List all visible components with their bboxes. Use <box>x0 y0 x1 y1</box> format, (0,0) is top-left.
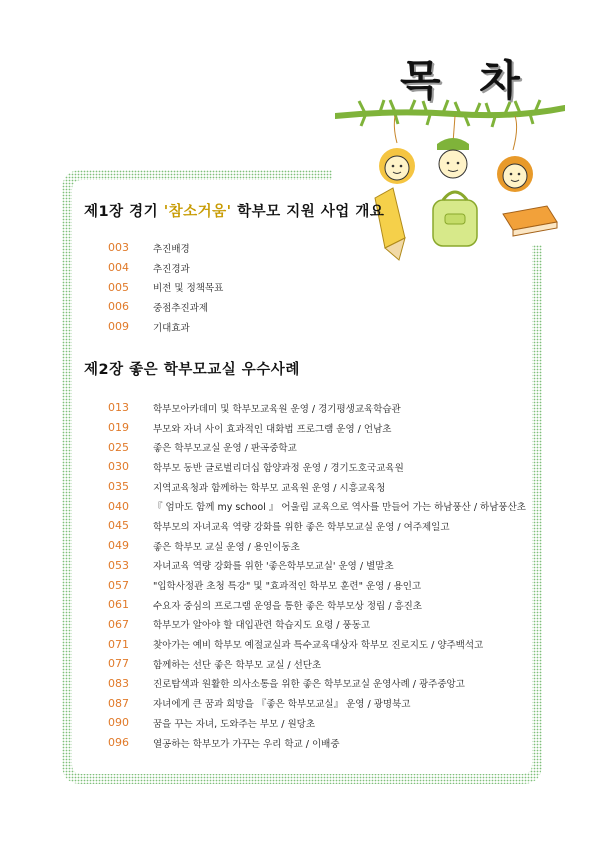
toc-page-number: 004 <box>108 261 129 275</box>
toc-page-number: 049 <box>108 539 129 553</box>
toc-page-number: 019 <box>108 421 129 435</box>
toc-entry[interactable] <box>108 437 526 457</box>
toc-entry-title: 자녀에게 큰 꿈과 희망을 『좋은 학부모교실』 운영 / 광명북고 <box>153 699 411 711</box>
toc-entry-title: 지역교육청과 함께하는 학부모 교육원 운영 / 시흥교육청 <box>153 482 386 494</box>
toc-entry[interactable] <box>108 398 526 418</box>
toc-entry-title: 열공하는 학부모가 가꾸는 우리 학교 / 이배중 <box>153 738 340 750</box>
toc-entry[interactable] <box>108 654 526 674</box>
toc-page-number: 090 <box>108 716 129 730</box>
toc-page-number: 061 <box>108 598 129 612</box>
toc-entry-title: 추진경과 <box>153 263 190 275</box>
toc-entry[interactable] <box>108 634 526 654</box>
toc-entry[interactable] <box>108 713 526 733</box>
chapter-1-toc-list <box>108 238 223 336</box>
toc-entry[interactable] <box>108 418 526 438</box>
toc-entry-title: "입학사정관 초청 특강" 및 "효과적인 학부모 훈련" 운영 / 용인고 <box>153 581 422 593</box>
toc-page-number: 009 <box>108 320 129 334</box>
chapter-2-toc-list <box>108 398 526 752</box>
toc-entry[interactable] <box>108 693 526 713</box>
toc-entry-title: 좋은 학부모교실 운영 / 판곡중학교 <box>153 443 297 455</box>
toc-entry[interactable] <box>108 317 223 337</box>
toc-page-number: 035 <box>108 480 129 494</box>
page-title: 목 차 <box>400 56 532 105</box>
toc-page-number: 096 <box>108 736 129 750</box>
toc-page-number: 087 <box>108 696 129 710</box>
toc-entry-title: 학부모 동반 글로벌리더십 함양과정 운영 / 경기도호국교육원 <box>153 462 404 474</box>
toc-entry[interactable] <box>108 733 526 753</box>
toc-page-number: 045 <box>108 519 129 533</box>
chapter-1-heading <box>84 200 384 221</box>
chapter-1-prefix: 제1장 경기 <box>84 204 164 220</box>
chapter-2-heading: 제2장 좋은 학부모교실 우수사례 <box>84 362 300 378</box>
vine-characters-illustration <box>335 88 565 268</box>
toc-entry-title: 기대효과 <box>153 322 190 334</box>
toc-entry[interactable] <box>108 457 526 477</box>
toc-entry-title: 자녀교육 역량 강화를 위한 '좋은학부모교실' 운영 / 별말초 <box>153 561 394 573</box>
toc-entry[interactable] <box>108 496 526 516</box>
toc-page-number: 025 <box>108 440 129 454</box>
toc-entry-title: 좋은 학부모 교실 운영 / 용인이동초 <box>153 541 300 553</box>
toc-entry[interactable] <box>108 674 526 694</box>
chapter-1-suffix: 학부모 지원 사업 개요 <box>231 204 385 220</box>
toc-page-number: 013 <box>108 401 129 415</box>
toc-page-number: 006 <box>108 300 129 314</box>
toc-page-number: 005 <box>108 280 129 294</box>
toc-entry-title: 수요자 중심의 프로그램 운영을 통한 좋은 학부모상 정립 / 흥진초 <box>153 600 422 612</box>
toc-entry[interactable] <box>108 575 526 595</box>
toc-entry[interactable] <box>108 516 526 536</box>
toc-page-number: 030 <box>108 460 129 474</box>
toc-page-number: 053 <box>108 558 129 572</box>
toc-page-number: 040 <box>108 499 129 513</box>
toc-page-number: 077 <box>108 657 129 671</box>
toc-entry[interactable] <box>108 536 526 556</box>
toc-entry-title: 학부모가 알아야 할 대입관련 학습지도 요령 / 풍동고 <box>153 620 371 632</box>
toc-entry-title: 함께하는 선단 좋은 학부모 교실 / 선단초 <box>153 659 322 671</box>
toc-page-number: 083 <box>108 676 129 690</box>
toc-entry[interactable] <box>108 258 223 278</box>
toc-entry[interactable] <box>108 297 223 317</box>
toc-entry-title: 학부모의 자녀교육 역량 강화를 위한 좋은 학부모교실 운영 / 여주제일고 <box>153 521 450 533</box>
toc-entry[interactable] <box>108 238 223 258</box>
toc-entry[interactable] <box>108 477 526 497</box>
toc-entry[interactable] <box>108 556 526 576</box>
toc-entry-title: 비전 및 정책목표 <box>153 283 224 295</box>
toc-entry[interactable] <box>108 277 223 297</box>
toc-page-number: 003 <box>108 241 129 255</box>
toc-entry-title: 찾아가는 예비 학부모 예절교실과 특수교육대상자 학부모 진로지도 / 양주백석고 <box>153 640 484 652</box>
toc-page-number: 071 <box>108 637 129 651</box>
toc-page-number: 057 <box>108 578 129 592</box>
toc-entry-title: 부모와 자녀 사이 효과적인 대화법 프로그램 운영 / 언남초 <box>153 423 392 435</box>
toc-page-number: 067 <box>108 617 129 631</box>
toc-entry[interactable] <box>108 615 526 635</box>
toc-entry-title: 추진배경 <box>153 243 190 255</box>
chapter-1-highlight: '참소거움' <box>163 203 232 220</box>
toc-entry[interactable] <box>108 595 526 615</box>
toc-entry-title: 중점추진과제 <box>153 302 209 314</box>
toc-entry-title: 『 엄마도 함께 my school 』 어울림 교육으로 역사를 만들어 가는 하남풍산 / 하남풍산초 <box>153 502 526 514</box>
toc-entry-title: 진로탐색과 원활한 의사소통을 위한 좋은 학부모교실 운영사례 / 광주중앙고 <box>153 679 465 691</box>
toc-entry-title: 학부모아카데미 및 학부모교육원 운영 / 경기평생교육학습관 <box>153 403 401 415</box>
toc-entry-title: 꿈을 꾸는 자녀, 도와주는 부모 / 원당초 <box>153 718 315 730</box>
